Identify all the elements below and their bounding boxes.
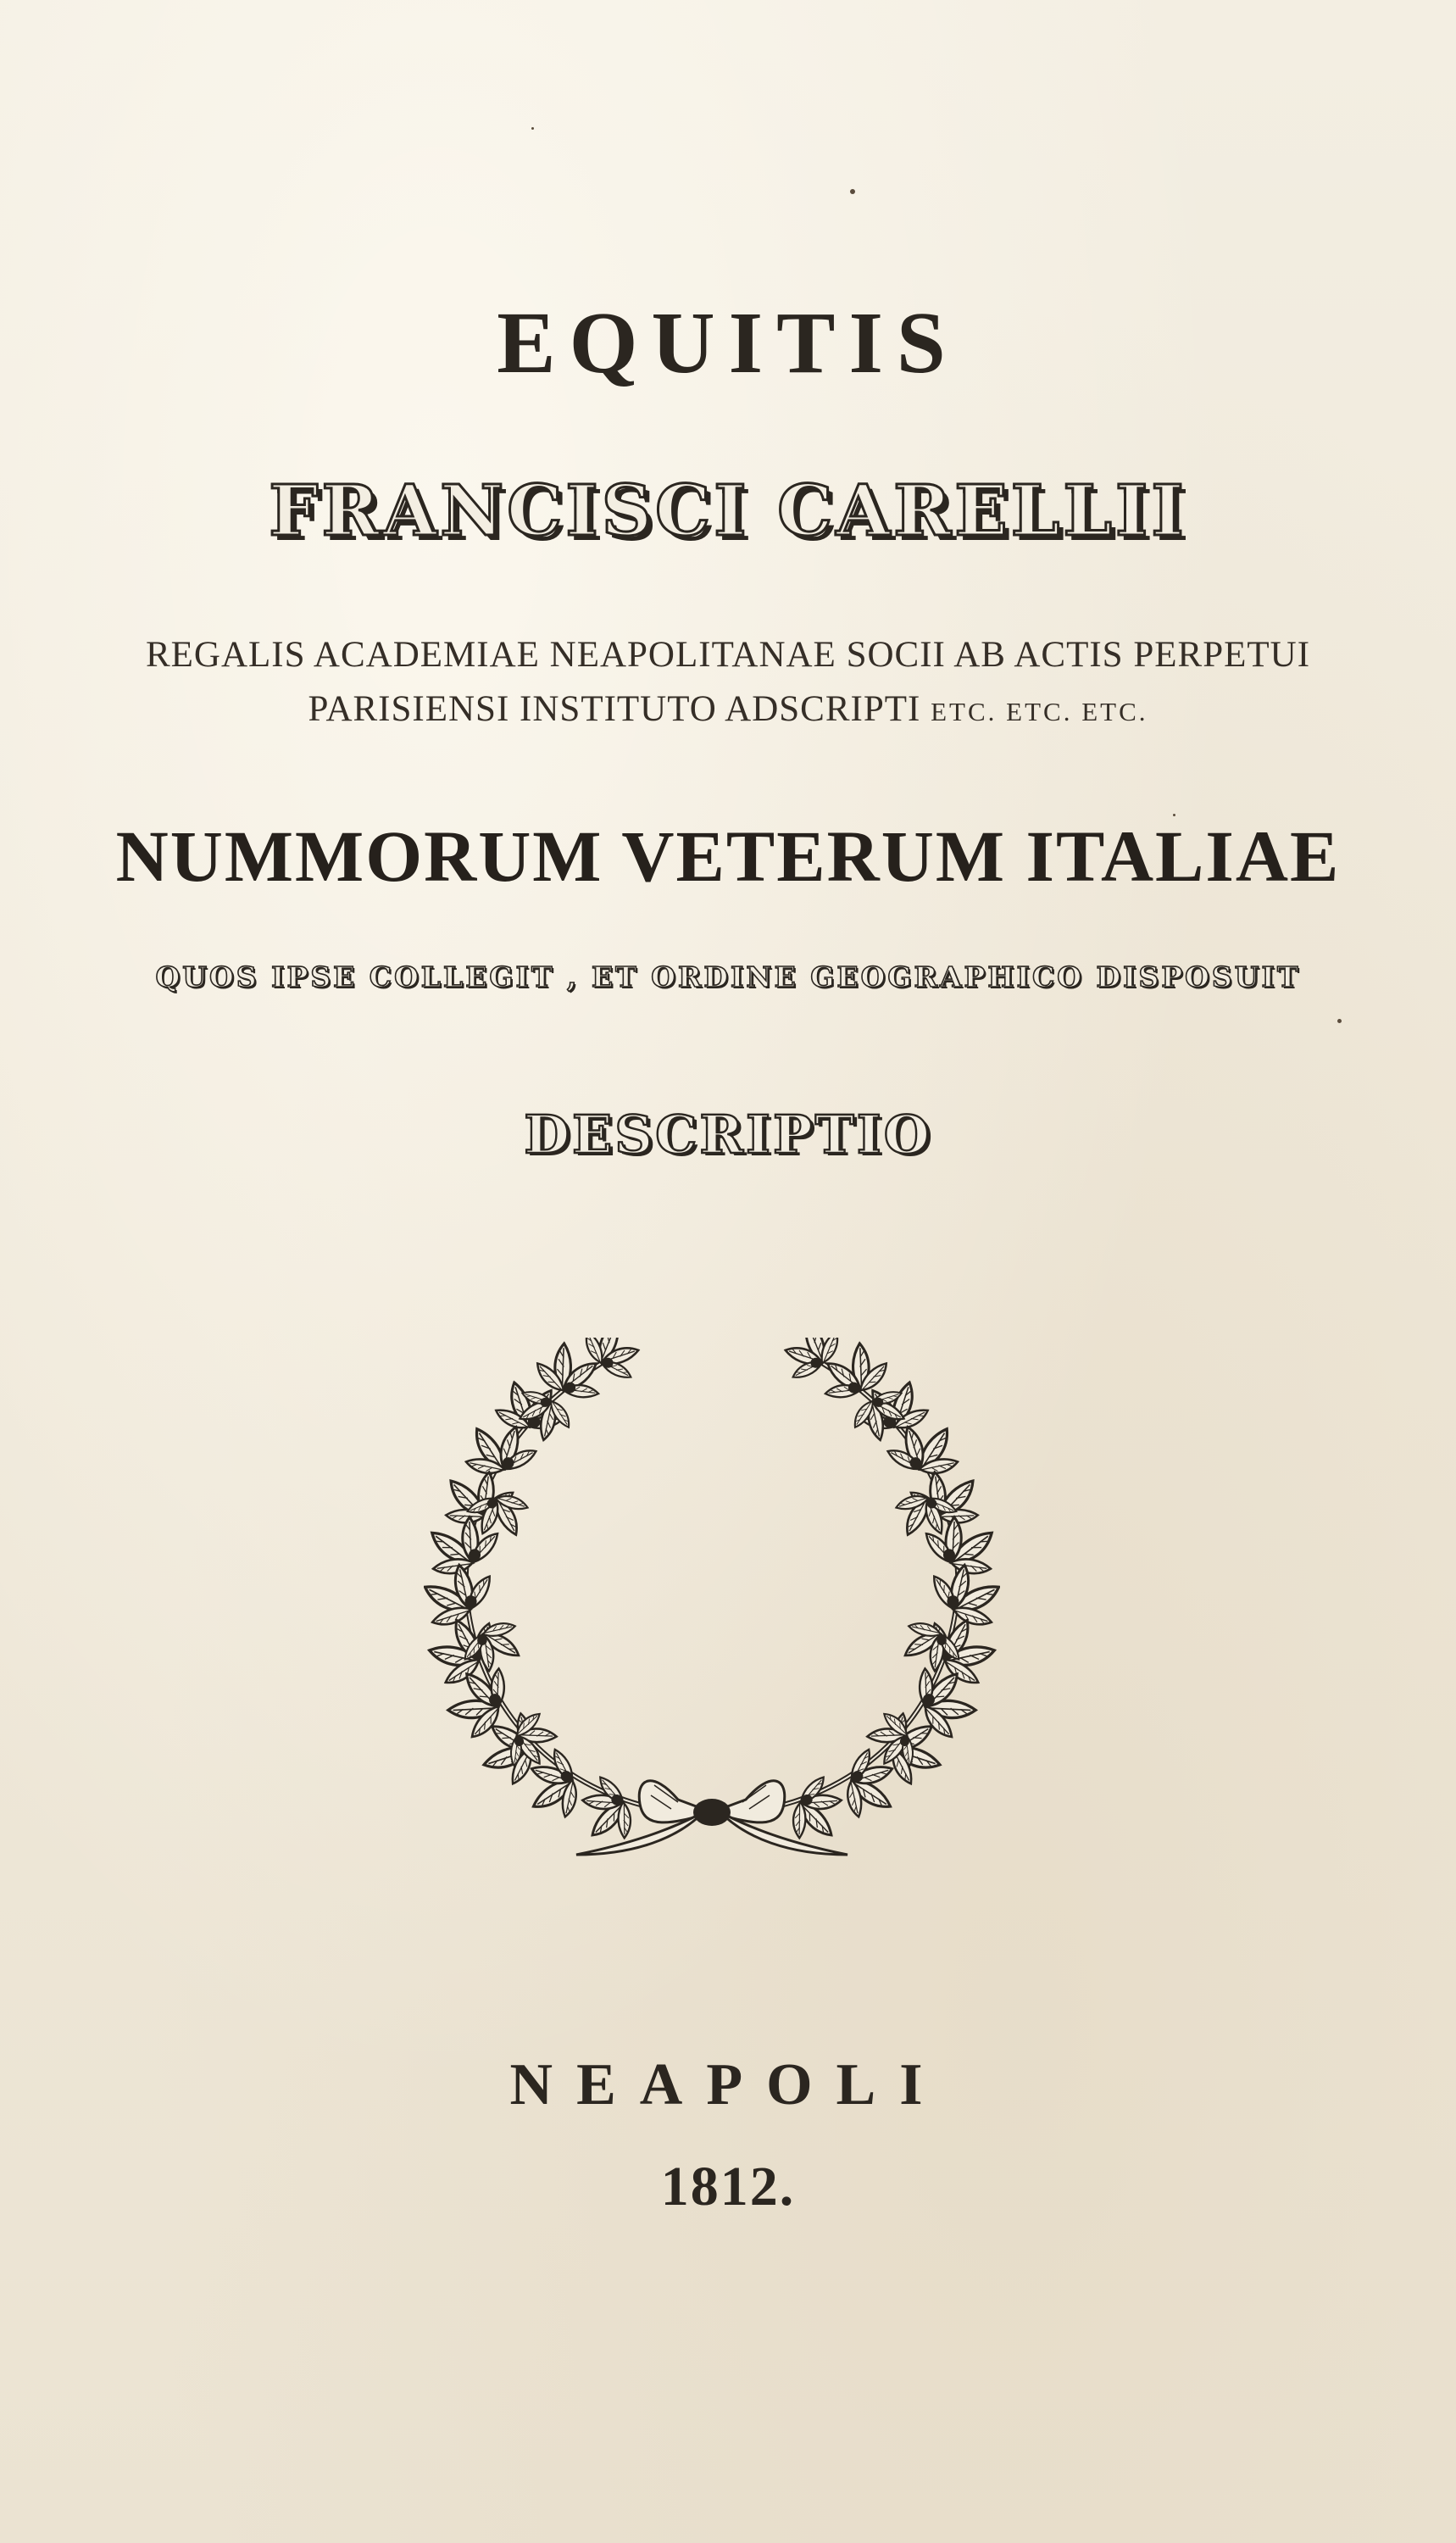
paper-speck bbox=[531, 127, 534, 130]
book-main-title: NUMMORUM VETERUM ITALIAE bbox=[115, 815, 1341, 897]
author-honorific: EQUITIS bbox=[497, 294, 959, 392]
affiliation-etc: ETC. ETC. ETC. bbox=[931, 697, 1148, 726]
imprint-year: 1812. bbox=[660, 2156, 796, 2217]
paper-speck bbox=[850, 189, 855, 194]
author-name: FRANCISCI CARELLII bbox=[269, 470, 1187, 552]
imprint-place: NEAPOLI bbox=[509, 2052, 947, 2117]
author-affiliation-line-2 bbox=[0, 688, 1456, 730]
laurel-wreath-icon bbox=[424, 1338, 1000, 1880]
author-affiliation-line-1: REGALIS ACADEMIAE NEAPOLITANAE SOCII AB ACTIS PERPETUI bbox=[145, 635, 1311, 675]
paper-speck bbox=[1337, 1019, 1342, 1023]
affiliation-text: PARISIENSI INSTITUTO ADSCRIPTI bbox=[308, 689, 921, 729]
book-descriptio: DESCRIPTIO bbox=[524, 1104, 932, 1166]
book-subtitle: QUOS IPSE COLLEGIT , ET ORDINE GEOGRAPHICO DISPOSUIT bbox=[155, 960, 1301, 993]
